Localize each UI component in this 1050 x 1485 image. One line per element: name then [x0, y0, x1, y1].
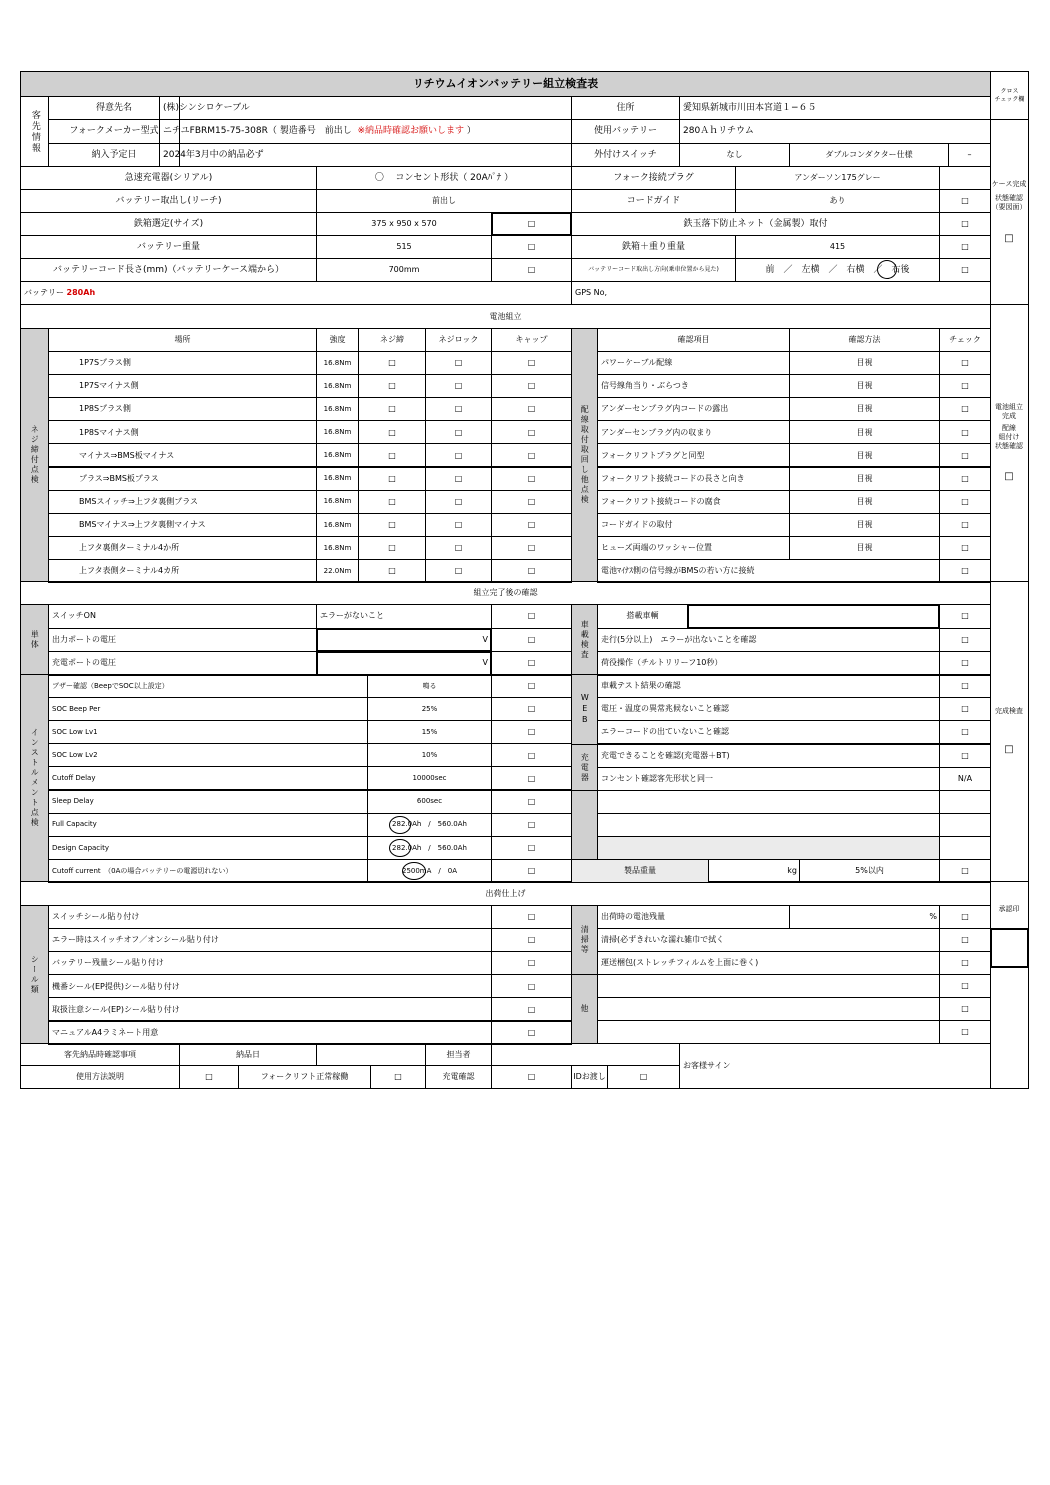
screw-tighten-checkbox-7[interactable]: □ — [358, 513, 426, 537]
other-checkbox-2[interactable]: □ — [939, 1020, 991, 1044]
full-capacity-circle — [389, 816, 411, 834]
person-label: 担当者 — [425, 1043, 492, 1066]
seal-item-1: エラー時はスイッチオフ／オンシール貼り付け — [48, 928, 492, 952]
takeout-value: 前出し — [316, 189, 572, 213]
screw-lock-checkbox-6[interactable]: □ — [425, 490, 492, 514]
cord-direction-value: 前 ／ 左横 ／ 右横 ／ 右後 — [735, 258, 940, 282]
wire-checkbox-0[interactable]: □ — [939, 351, 991, 375]
address-value: 愛知県新城市川田本宮道１−６５ — [679, 96, 991, 120]
battery-type-value: 280Ａｈリチウム — [679, 119, 991, 144]
web-item-0: 車載テスト結果の確認 — [597, 674, 940, 698]
screw-place-2: 1P8Sプラス側 — [48, 397, 317, 421]
wire-method-0: 目視 — [789, 351, 940, 375]
screw-head-tighten: ネジ締 — [358, 328, 426, 352]
cross-check-header: クロス チェック欄 — [990, 71, 1029, 120]
screw-tighten-checkbox-3[interactable]: □ — [358, 420, 426, 444]
inst-value-2: 15% — [367, 720, 492, 744]
case-state-label: 状態確認 （要図面） — [991, 194, 1027, 211]
wire-checkbox-6[interactable]: □ — [939, 490, 991, 514]
inst-item-5: Sleep Delay — [48, 790, 368, 814]
inst-value-5: 600sec — [367, 790, 492, 814]
screw-torque-8: 16.8Nm — [316, 536, 359, 560]
inst-checkbox-0[interactable]: □ — [491, 674, 572, 698]
clean-pct: % — [789, 905, 940, 929]
guide-label: コードガイド — [571, 189, 736, 213]
screw-cap-checkbox-9[interactable]: □ — [491, 559, 572, 583]
complete-inspection-label: 完成検査 — [995, 707, 1023, 715]
wire-method-7: 目視 — [789, 513, 940, 537]
delivery-day-value[interactable] — [316, 1043, 426, 1066]
forklift-label: フォークリフト正常稼働 — [238, 1065, 371, 1089]
section-battery-assembly: 電池組立 — [20, 304, 991, 329]
screw-place-4: マイナス⇒BMS板マイナス — [48, 443, 317, 467]
other-group-label: 他 — [571, 974, 598, 1044]
screw-lock-checkbox-8[interactable]: □ — [425, 536, 492, 560]
case-complete-label: ケース完成 — [991, 180, 1027, 188]
double-conductor-label: ダブルコンダクター仕様 — [789, 143, 949, 167]
other-blank-1 — [597, 997, 940, 1021]
wire-checkbox-1[interactable]: □ — [939, 374, 991, 398]
takeout-label: バッテリー取出し(リーチ) — [20, 189, 317, 213]
wire-item-5: フォークリフト接続コードの長さと向き — [597, 467, 790, 491]
inst-checkbox-1[interactable]: □ — [491, 697, 572, 721]
net-checkbox[interactable]: □ — [939, 212, 991, 236]
screw-cap-checkbox-7[interactable]: □ — [491, 513, 572, 537]
charger-text: コンセント形状（ 20Aﾊﾟﾅ ） — [395, 172, 514, 183]
instrument-group-label: インストルメント点検 — [20, 674, 49, 882]
customer-value: (株)シンシロケーブル — [159, 96, 572, 120]
fork-model-value — [159, 119, 572, 144]
other-blank-2 — [597, 1020, 940, 1044]
screw-torque-5: 16.8Nm — [316, 467, 359, 491]
seal-item-5: マニュアルA4ラミネート用意 — [48, 1021, 492, 1045]
charger-label: 急速充電器(シリアル) — [20, 166, 317, 190]
screw-torque-2: 16.8Nm — [316, 397, 359, 421]
customer-info-group: 客先情報 — [20, 96, 49, 167]
customer-sign-label: お客様サイン — [679, 1043, 991, 1089]
side-column-complete — [990, 581, 1029, 882]
web-checkbox-2[interactable]: □ — [939, 720, 991, 744]
screw-place-6: BMSスイッチ⇒上フタ裏側プラス — [48, 490, 317, 514]
screw-torque-0: 16.8Nm — [316, 351, 359, 375]
inst-item-4: Cutoff Delay — [48, 766, 368, 790]
wire-checkbox-8[interactable]: □ — [939, 536, 991, 560]
inst-right-blank-2 — [597, 836, 940, 860]
car-item-0: 搭載車輌 — [597, 604, 688, 629]
inst-value-6: 282.0Ah / 560.0Ah — [367, 813, 492, 837]
screw-tighten-checkbox-0[interactable]: □ — [358, 351, 426, 375]
screw-head-cap: キャップ — [491, 328, 572, 352]
guide-checkbox[interactable]: □ — [939, 189, 991, 213]
screw-group-label: ネジ締付点検 — [20, 328, 49, 582]
unit-checkbox-2[interactable]: □ — [491, 651, 572, 676]
complete-checkbox[interactable]: □ — [1004, 744, 1014, 755]
inst-checkbox-6[interactable]: □ — [491, 813, 572, 837]
screw-lock-checkbox-7[interactable]: □ — [425, 513, 492, 537]
weight-label: バッテリー重量 — [20, 235, 317, 259]
id-label: IDお渡し — [571, 1065, 608, 1089]
inst-item-2: SOC Low Lv1 — [48, 720, 368, 744]
other-checkbox-1[interactable]: □ — [939, 997, 991, 1021]
web-group-label: WEB — [571, 674, 598, 745]
screw-place-5: プラス⇒BMS板プラス — [48, 467, 317, 491]
delivery-day-label: 納品日 — [179, 1043, 317, 1066]
chg-item-1: コンセント確認客先形状と同一 — [597, 767, 940, 791]
car-item-1: 走行(5分以上) エラーが出ないことを確認 — [597, 628, 940, 653]
clean-item-2: 運送梱包(ストレッチフィルムを上面に巻く) — [597, 951, 940, 975]
box-weight-value: 415 — [735, 235, 940, 259]
unit-item-2: 充電ポートの電圧 — [48, 651, 317, 676]
chg-item-0: 充電できることを確認(充電器＋BT) — [597, 744, 940, 768]
delivery-label: 納入予定日 — [48, 143, 180, 167]
seal-checkbox-4[interactable]: □ — [491, 997, 572, 1021]
unit-checkbox-0[interactable]: □ — [491, 604, 572, 629]
screw-place-7: BMSマイナス⇒上フタ裏側マイナス — [48, 513, 317, 537]
screw-lock-checkbox-2[interactable]: □ — [425, 397, 492, 421]
wire-item-8: ヒューズ両端のワッシャー位置 — [597, 536, 790, 560]
screw-torque-3: 16.8Nm — [316, 420, 359, 444]
cord-length-checkbox[interactable]: □ — [491, 258, 572, 282]
wire-item-1: 信号線角当り・ぶらつき — [597, 374, 790, 398]
charger-group-label: 充電器 — [571, 744, 598, 791]
screw-tighten-checkbox-6[interactable]: □ — [358, 490, 426, 514]
plug-value: アンダーソン175グレー — [735, 166, 940, 190]
screw-cap-checkbox-3[interactable]: □ — [491, 420, 572, 444]
screw-lock-checkbox-5[interactable]: □ — [425, 467, 492, 491]
battery-checkbox[interactable]: □ — [1004, 471, 1014, 482]
unit-value-1: V — [316, 628, 492, 653]
screw-cap-checkbox-1[interactable]: □ — [491, 374, 572, 398]
clean-checkbox-2[interactable]: □ — [939, 951, 991, 975]
wire-checkbox-4[interactable]: □ — [939, 443, 991, 467]
inst-value-1: 25% — [367, 697, 492, 721]
box-weight-checkbox[interactable]: □ — [939, 235, 991, 259]
wire-checkbox-2[interactable]: □ — [939, 397, 991, 421]
web-checkbox-1[interactable]: □ — [939, 697, 991, 721]
box-size-value: 375 x 950 x 570 — [316, 212, 492, 236]
screw-head-torque: 強度 — [316, 328, 359, 352]
fork-model-label: フォークメーカー型式 — [48, 119, 180, 144]
case-checkbox[interactable]: □ — [1004, 233, 1014, 244]
battery-line — [20, 281, 572, 305]
approve-stamp-box[interactable] — [990, 928, 1029, 968]
wire-method-6: 目視 — [789, 490, 940, 514]
battery-complete-label: 電池組立 完成 — [995, 403, 1023, 420]
wire-item-0: パワーケーブル配線 — [597, 351, 790, 375]
screw-tighten-checkbox-4[interactable]: □ — [358, 443, 426, 467]
screw-torque-7: 16.8Nm — [316, 513, 359, 537]
unit-checkbox-1[interactable]: □ — [491, 628, 572, 653]
battery-line-label: バッテリー — [24, 288, 64, 298]
inst-value-7: 282.0Ah / 560.0Ah — [367, 836, 492, 860]
inst-item-6: Full Capacity — [48, 813, 368, 837]
screw-tighten-checkbox-9[interactable]: □ — [358, 559, 426, 583]
inst-item-8: Cutoff current （0Aの場合バッテリーの電源切れない） — [48, 859, 368, 883]
address-label: 住所 — [571, 96, 680, 120]
wire-head-item: 確認項目 — [597, 328, 790, 352]
box-size-label: 鉄箱選定(サイズ) — [20, 212, 317, 236]
wire-checkbox-7[interactable]: □ — [939, 513, 991, 537]
inst-checkbox-5[interactable]: □ — [491, 790, 572, 814]
plug-check[interactable] — [939, 166, 991, 190]
inst-checkbox-4[interactable]: □ — [491, 766, 572, 790]
car-checkbox-2[interactable]: □ — [939, 651, 991, 676]
other-blank-0 — [597, 974, 940, 998]
seal-item-2: バッテリー残量シール貼り付け — [48, 951, 492, 975]
id-checkbox[interactable]: □ — [607, 1065, 680, 1089]
inst-value-4: 10000sec — [367, 766, 492, 790]
wire-method-3: 目視 — [789, 420, 940, 444]
ext-switch-value: なし — [679, 143, 790, 167]
screw-cap-checkbox-8[interactable]: □ — [491, 536, 572, 560]
inst-checkbox-8[interactable]: □ — [491, 859, 572, 883]
screw-cap-checkbox-4[interactable]: □ — [491, 443, 572, 467]
inspection-sheet — [20, 71, 1029, 1089]
cord-length-label: バッテリーコード長さ(mm)（バッテリーケース端から） — [20, 258, 317, 282]
chg-checkbox-0[interactable]: □ — [939, 744, 991, 768]
screw-lock-checkbox-9[interactable]: □ — [425, 559, 492, 583]
gps-number: GPS No, — [571, 281, 991, 305]
battery-type-label: 使用バッテリー — [571, 119, 680, 144]
screw-place-3: 1P8Sマイナス側 — [48, 420, 317, 444]
inst-right-blank-check-0 — [939, 790, 991, 814]
wire-method-4: 目視 — [789, 443, 940, 467]
inst-right-blank-1 — [597, 813, 940, 837]
confirm-label: 客先納品時確認事項 — [20, 1043, 180, 1066]
inst-checkbox-7[interactable]: □ — [491, 836, 572, 860]
wire-head-method: 確認方法 — [789, 328, 940, 352]
person-value[interactable] — [491, 1043, 680, 1066]
wire-method-1: 目視 — [789, 374, 940, 398]
product-weight-label: 製品重量 — [571, 859, 709, 883]
weight-value: 515 — [316, 235, 492, 259]
seal-item-3: 機番シール(EP提供)シール貼り付け — [48, 974, 492, 998]
wire-checkbox-3[interactable]: □ — [939, 420, 991, 444]
customer-label: 得意先名 — [48, 96, 180, 120]
screw-cap-checkbox-5[interactable]: □ — [491, 467, 572, 491]
wire-head-check: チェック — [939, 328, 991, 352]
wire-item-9: 電池ﾏｲﾅｽ側の信号線がBMSの若い方に接続 — [597, 559, 940, 583]
unit-group-label: 単体 — [20, 604, 49, 675]
box-weight-label: 鉄箱＋重り重量 — [571, 235, 736, 259]
wire-item-4: フォークリフトプラグと同型 — [597, 443, 790, 467]
side-column-case — [990, 119, 1029, 305]
cord-direction-checkbox[interactable]: □ — [939, 258, 991, 282]
wire-item-7: コードガイドの取付 — [597, 513, 790, 537]
web-item-1: 電圧・温度の異常兆候ないこと確認 — [597, 697, 940, 721]
clean-checkbox-1[interactable]: □ — [939, 928, 991, 952]
screw-torque-6: 16.8Nm — [316, 490, 359, 514]
wire-item-3: アンダーセンプラグ内の収まり — [597, 420, 790, 444]
inst-value-3: 10% — [367, 743, 492, 767]
plug-label: フォーク接続プラグ — [571, 166, 736, 190]
delivery-value: 2024年3月中の納品必ず — [159, 143, 572, 167]
sheet-title: リチウムイオンバッテリー組立検査表 — [20, 71, 991, 97]
unit-item-1: 出力ポートの電圧 — [48, 628, 317, 653]
double-conductor-value: – — [948, 143, 991, 167]
wiring-group-label: 配線取付取回し他点検 — [571, 328, 598, 582]
unit-value-2: V — [316, 651, 492, 676]
screw-torque-1: 16.8Nm — [316, 374, 359, 398]
screw-lock-checkbox-0[interactable]: □ — [425, 351, 492, 375]
unit-item-0: スイッチON — [48, 604, 317, 629]
screw-head-place: 場所 — [48, 328, 317, 352]
fork-model-note: ※納品時確認お願いします — [357, 126, 464, 137]
usage-label: 使用方法説明 — [20, 1065, 180, 1089]
car-checkbox-1[interactable]: □ — [939, 628, 991, 653]
wire-checkbox-5[interactable]: □ — [939, 467, 991, 491]
seal-item-4: 取扱注意シール(EP)シール貼り付け — [48, 997, 492, 1021]
screw-lock-checkbox-4[interactable]: □ — [425, 443, 492, 467]
seal-group-label: シール類 — [20, 905, 49, 1044]
wire-method-5: 目視 — [789, 467, 940, 491]
charge-checkbox[interactable]: □ — [491, 1065, 572, 1089]
inst-item-1: SOC Beep Per — [48, 697, 368, 721]
screw-tighten-checkbox-5[interactable]: □ — [358, 467, 426, 491]
web-item-2: エラーコードの出ていないこと確認 — [597, 720, 940, 744]
inst-checkbox-3[interactable]: □ — [491, 743, 572, 767]
section-shipping: 出荷仕上げ — [20, 881, 991, 906]
product-weight-checkbox[interactable]: □ — [939, 859, 991, 883]
car-group-label: 車載検査 — [571, 604, 598, 675]
wire-item-6: フォークリフト接続コードの腐食 — [597, 490, 790, 514]
approve-label: 承認印 — [998, 905, 1020, 913]
screw-cap-checkbox-0[interactable]: □ — [491, 351, 572, 375]
screw-cap-checkbox-2[interactable]: □ — [491, 397, 572, 421]
blank-group-cell — [571, 790, 598, 860]
forklift-checkbox[interactable]: □ — [370, 1065, 426, 1089]
unit-value-0: エラーがないこと — [316, 604, 492, 629]
screw-place-1: 1P7Sマイナス側 — [48, 374, 317, 398]
cord-direction-circle — [877, 260, 897, 279]
section-after-assembly: 組立完了後の確認 — [20, 581, 991, 605]
clean-item-1: 清掃(必ずきれいな濡れ雑巾で拭く — [597, 928, 940, 952]
wire-checkbox-9[interactable]: □ — [939, 559, 991, 583]
car-item-2: 荷役操作（チルトリリーフ10秒） — [597, 651, 940, 676]
inst-value-8: 2500mA / 0A — [367, 859, 492, 883]
product-weight-unit: kg — [708, 859, 800, 883]
screw-lock-checkbox-3[interactable]: □ — [425, 420, 492, 444]
screw-cap-checkbox-6[interactable]: □ — [491, 490, 572, 514]
wire-method-2: 目視 — [789, 397, 940, 421]
seal-checkbox-3[interactable]: □ — [491, 974, 572, 998]
cord-direction-label: バッテリーコード取出し方向(乗車位置から見た) — [571, 258, 736, 282]
seal-checkbox-1[interactable]: □ — [491, 928, 572, 952]
screw-tighten-checkbox-8[interactable]: □ — [358, 536, 426, 560]
usage-checkbox[interactable]: □ — [179, 1065, 239, 1089]
car-vehicle-input[interactable] — [687, 604, 940, 629]
fork-model-close: ） — [466, 126, 476, 137]
inst-item-3: SOC Low Lv2 — [48, 743, 368, 767]
inst-right-blank-check-2 — [939, 836, 991, 860]
box-size-checkbox[interactable]: □ — [491, 212, 572, 236]
screw-lock-checkbox-1[interactable]: □ — [425, 374, 492, 398]
fork-model-text: ニチユFBRM15-75-308R（ 製造番号 前出し — [163, 126, 352, 137]
other-checkbox-0[interactable]: □ — [939, 974, 991, 998]
charger-value — [316, 166, 572, 190]
inst-checkbox-2[interactable]: □ — [491, 720, 572, 744]
product-weight-within: 5%以内 — [799, 859, 940, 883]
wire-method-8: 目視 — [789, 536, 940, 560]
guide-value: あり — [735, 189, 940, 213]
wiring-state-label: 配線 組付け 状態確認 — [995, 424, 1023, 450]
weight-checkbox[interactable]: □ — [491, 235, 572, 259]
charge-label: 充電確認 — [425, 1065, 492, 1089]
cutoff-current-circle — [402, 862, 426, 880]
inst-item-0: ブザー確認（BeepでSOC以上設定） — [48, 674, 368, 698]
charger-circle: 〇 — [374, 172, 384, 183]
design-capacity-circle — [389, 839, 411, 857]
clean-checkbox-0[interactable]: □ — [939, 905, 991, 929]
cord-length-value: 700mm — [316, 258, 492, 282]
screw-place-8: 上フタ裏側ターミナル4か所 — [48, 536, 317, 560]
inst-right-blank-0 — [597, 790, 940, 814]
web-checkbox-0[interactable]: □ — [939, 674, 991, 698]
inst-value-0: 鳴る — [367, 674, 492, 698]
net-label: 鉄玉落下防止ネット（金属製）取付 — [571, 212, 940, 236]
battery-line-value: 280Ah — [66, 288, 96, 298]
clean-item-0: 出荷時の電池残量 — [597, 905, 790, 929]
clean-group-label: 清掃等 — [571, 905, 598, 975]
inst-right-blank-check-1 — [939, 813, 991, 837]
car-checkbox-0[interactable]: □ — [939, 604, 991, 629]
screw-tighten-checkbox-2[interactable]: □ — [358, 397, 426, 421]
seal-checkbox-2[interactable]: □ — [491, 951, 572, 975]
screw-place-9: 上フタ表側ターミナル4カ所 — [48, 559, 317, 583]
screw-place-0: 1P7Sプラス側 — [48, 351, 317, 375]
seal-checkbox-0[interactable]: □ — [491, 905, 572, 929]
screw-torque-9: 22.0Nm — [316, 559, 359, 583]
inst-item-7: Design Capacity — [48, 836, 368, 860]
wire-item-2: アンダーセンプラグ内コードの露出 — [597, 397, 790, 421]
screw-head-lock: ネジロック — [425, 328, 492, 352]
seal-item-0: スイッチシール貼り付け — [48, 905, 492, 929]
seal-checkbox-5[interactable]: □ — [491, 1021, 572, 1045]
screw-tighten-checkbox-1[interactable]: □ — [358, 374, 426, 398]
ext-switch-label: 外付けスイッチ — [571, 143, 680, 167]
chg-na-1: N/A — [939, 767, 991, 791]
screw-torque-4: 16.8Nm — [316, 443, 359, 467]
